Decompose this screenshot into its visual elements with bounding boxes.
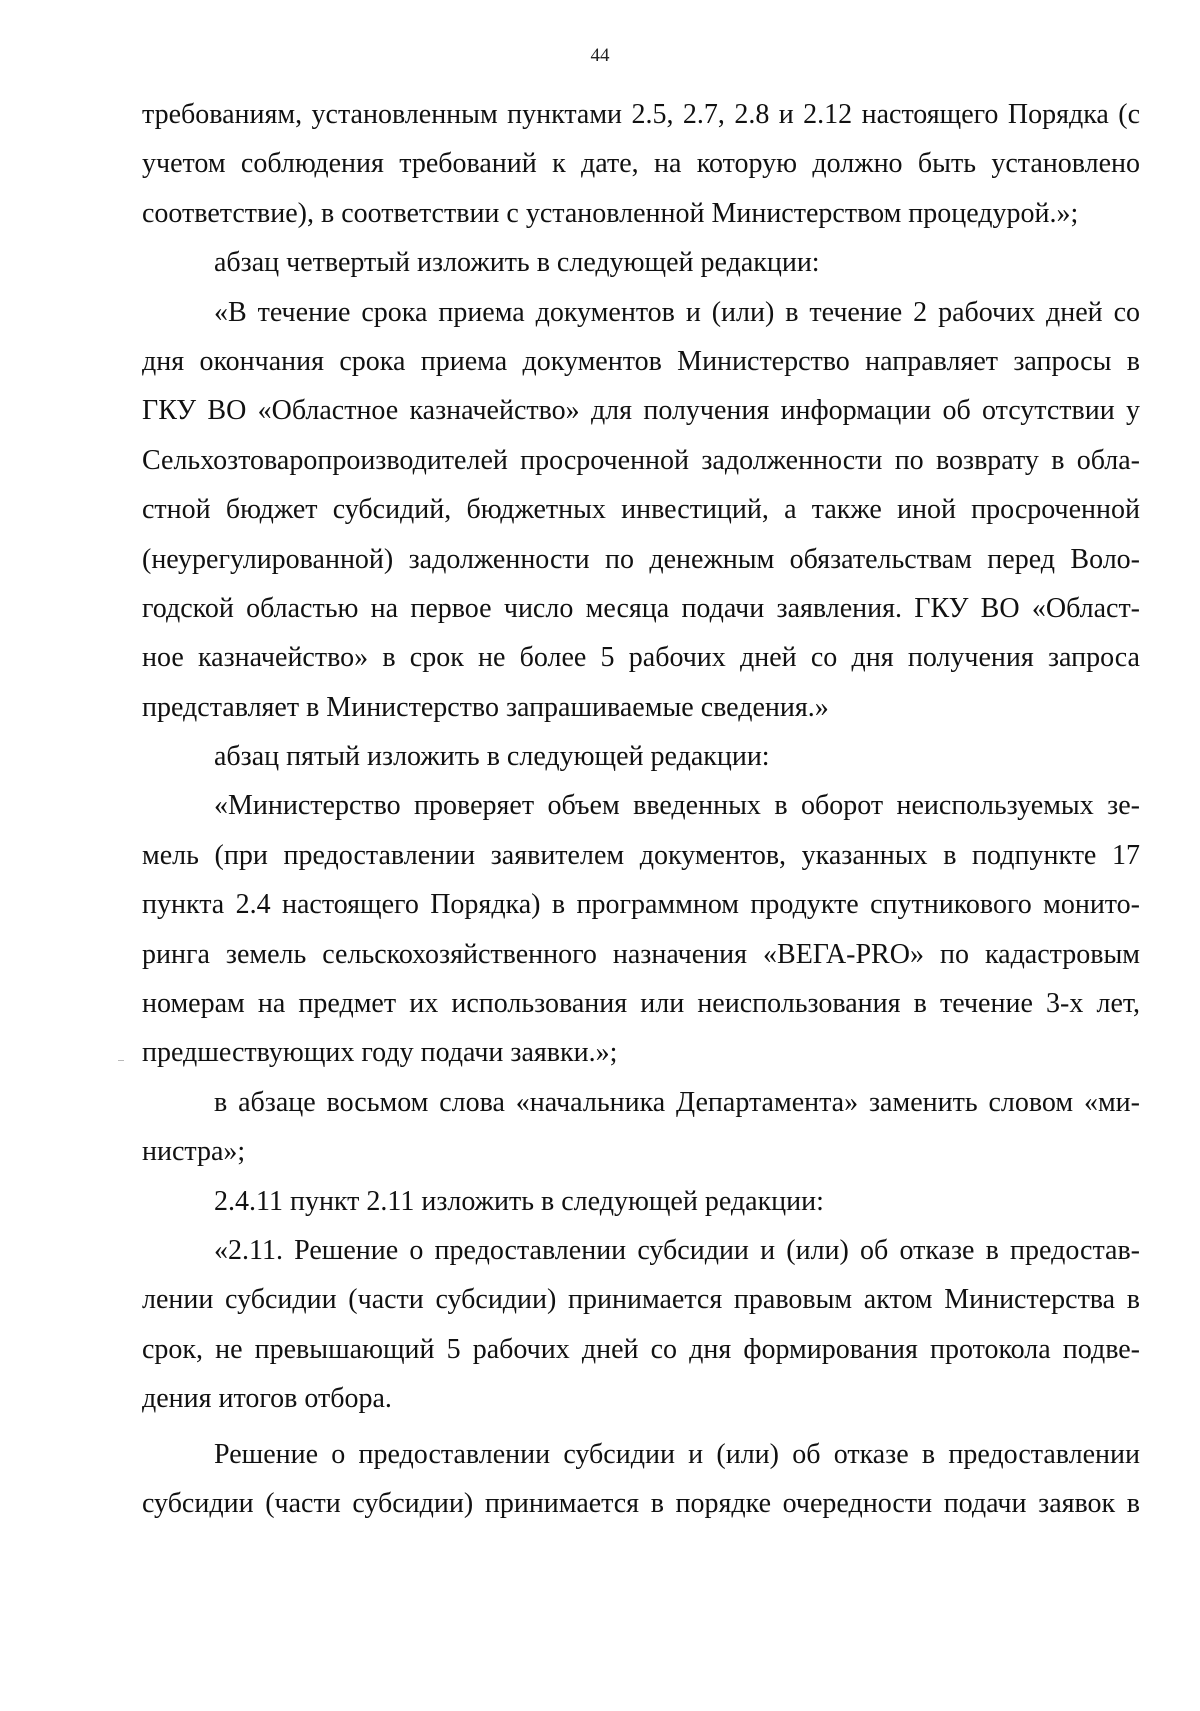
document-body [142,90,1140,1528]
text-line: требованиям, установленным пунктами 2.5, 2.7, 2.8 и 2.12 настоящего Порядка (с [142,99,1140,130]
text-line: пункта 2.4 настоящего Порядка) в программном продукте спутникового монито- [142,889,1140,921]
paragraph-fifth-abzac-instruction [142,732,1140,781]
paragraph-document-request [142,288,1140,733]
text-line: Решение о предоставлении субсидии и (или) об отказе в предоставлении [214,1438,1140,1470]
text-line: номерам на предмет их использования или неиспользования в течение 3-х лет, [142,988,1140,1020]
text-line: предшествующих году подачи заявки.»; [142,1037,618,1069]
text-line: стной бюджет субсидий, бюджетных инвестиций, а также иной просроченной [142,494,1140,526]
text-line: дня окончания срока приема документов Министерство направляет запросы в [142,345,1140,377]
paragraph-land-check [142,781,1140,1077]
text-line: дения итогов отбора. [142,1383,392,1415]
page-number: 44 [590,45,610,66]
paragraph-requirements-end [142,90,1140,238]
text-line: годской областью на первое число месяца подачи заявления. ГКУ ВО «Област- [142,592,1140,624]
text-line: Сельхозтоваропроизводителей просроченной задолженности по возврату в обла- [142,444,1140,476]
text-line: (неурегулированной) задолженности по денежным обязательствам перед Воло- [142,543,1140,575]
text-line: абзац пятый изложить в следующей редакции: [214,741,770,773]
text-line: представляет в Министерство запрашиваемые сведения.» [142,691,829,723]
text-line: мель (при предоставлении заявителем документов, указанных в подпункте 17 [142,839,1140,871]
scan-mark [118,1060,124,1061]
text-line: в абзаце восьмом слова «начальника Департамента» заменить словом «ми- [214,1086,1140,1118]
text-line: «Министерство проверяет объем введенных в оборот неиспользуемых зе- [214,790,1140,822]
paragraph-eighth-abzac-replacement [142,1078,1140,1177]
text-line: «2.11. Решение о предоставлении субсидии и (или) об отказе в предостав- [214,1234,1140,1266]
text-line: 2.4.11 пункт 2.11 изложить в следующей редакции: [214,1185,824,1217]
paragraph-section-2-4-11 [142,1177,1140,1226]
paragraph-fourth-abzac-instruction [142,238,1140,287]
text-line: ринга земель сельскохозяйственного назначения «ВЕГА-PRO» по кадастровым [142,938,1140,970]
text-line: нистра»; [142,1136,246,1168]
text-line: ГКУ ВО «Областное казначейство» для получения информации об отсутствии у [142,395,1140,427]
paragraph-decision-order [142,1430,1140,1529]
text-line: «В течение срока приема документов и (или) в течение 2 рабочих дней со [214,296,1140,328]
text-line: учетом соблюдения требований к дате, на которую должно быть установлено [142,148,1140,180]
text-line: субсидии (части субсидии) принимается в порядке очередности подачи заявок в [142,1487,1140,1519]
paragraph-clause-2-11 [142,1226,1140,1424]
text-line: соответствие), в соответствии с установленной Министерством процедурой.»; [142,197,1079,229]
text-line: абзац четвертый изложить в следующей редакции: [214,247,820,279]
text-line: лении субсидии (части субсидии) принимается правовым актом Министерства в [142,1284,1140,1316]
text-line: ное казначейство» в срок не более 5 рабочих дней со дня получения запроса [142,642,1140,674]
text-line: срок, не превышающий 5 рабочих дней со дня формирования протокола подве- [142,1333,1140,1365]
